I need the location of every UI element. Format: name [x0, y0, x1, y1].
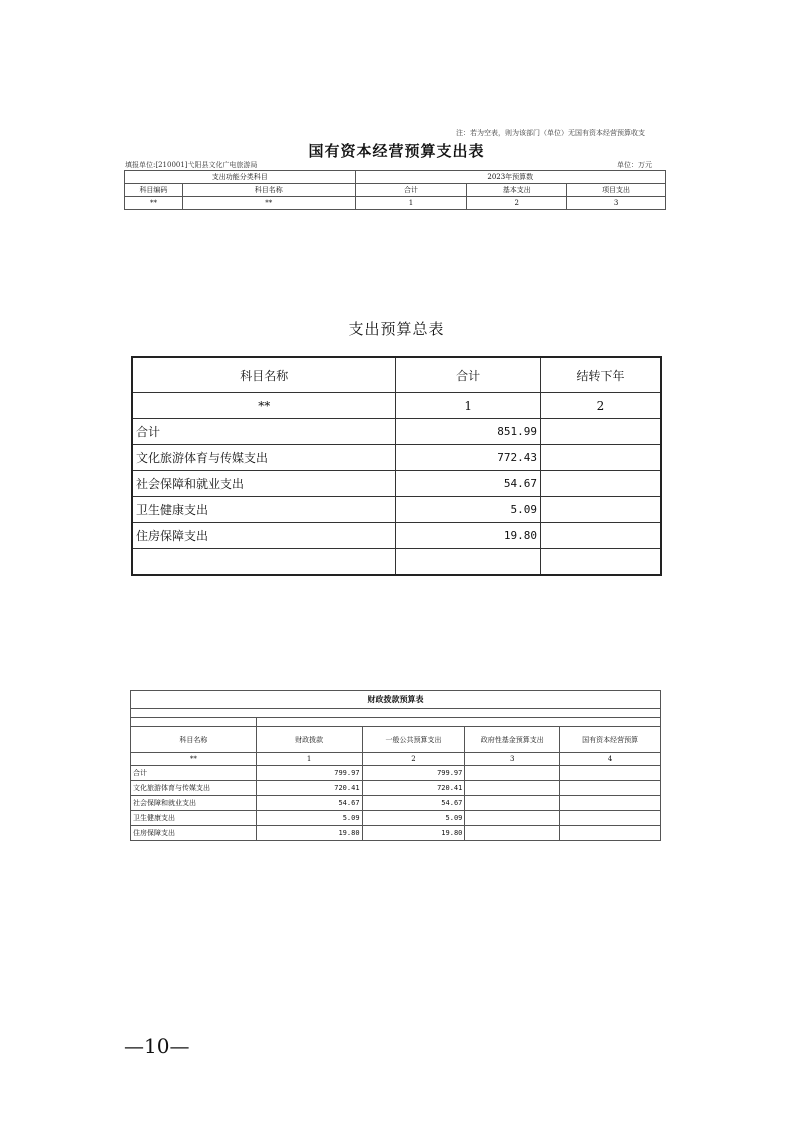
row-total: 54.67	[396, 471, 541, 497]
row-state-capital	[560, 766, 661, 781]
table-row	[131, 811, 661, 826]
row-name: 社会保障和就业支出	[132, 471, 396, 497]
row-carry	[540, 419, 661, 445]
row-name: 卫生健康支出	[131, 811, 257, 826]
table-note: 注：若为空表，则为该部门（单位）无国有资本经营预算收支	[456, 129, 645, 137]
row-gov-fund	[465, 796, 560, 811]
table2-title: 支出预算总表	[348, 320, 445, 338]
expenditure-summary-table	[131, 356, 662, 576]
row-total: 5.09	[396, 497, 541, 523]
group-header-classification: 支出功能分类科目	[125, 171, 356, 184]
row-fiscal: 54.67	[256, 796, 362, 811]
index-cell: 4	[560, 753, 661, 766]
row-state-capital	[560, 826, 661, 841]
table-row	[131, 826, 661, 841]
index-cell: 2	[362, 753, 465, 766]
table3-title: 财政拨款预算表	[131, 691, 661, 709]
page-number: —10—	[124, 1034, 190, 1058]
row-general-budget: 5.09	[362, 811, 465, 826]
row-name	[132, 549, 396, 576]
table-row	[132, 549, 661, 576]
row-carry	[540, 445, 661, 471]
blank-cell	[131, 718, 257, 727]
row-carry	[540, 471, 661, 497]
column-header: 科目名称	[182, 184, 355, 197]
row-name: 合计	[131, 766, 257, 781]
row-total: 772.43	[396, 445, 541, 471]
row-name: 社会保障和就业支出	[131, 796, 257, 811]
column-header: 科目名称	[132, 357, 396, 393]
index-cell: 3	[465, 753, 560, 766]
table-row	[132, 445, 661, 471]
column-header: 合计	[396, 357, 541, 393]
table-row	[131, 781, 661, 796]
row-gov-fund	[465, 781, 560, 796]
row-fiscal: 19.80	[256, 826, 362, 841]
index-cell: 1	[256, 753, 362, 766]
reporting-unit: 填报单位:[210001]弋阳县文化广电旅游局	[125, 161, 258, 169]
group-header-budget-year: 2023年预算数	[355, 171, 665, 184]
row-total	[396, 549, 541, 576]
column-header: 结转下年	[540, 357, 661, 393]
blank-cell	[256, 718, 660, 727]
table-row	[132, 497, 661, 523]
blank-row	[131, 709, 661, 718]
table-row	[132, 471, 661, 497]
column-header: 合计	[355, 184, 467, 197]
column-header: 一般公共预算支出	[362, 727, 465, 753]
row-general-budget: 799.97	[362, 766, 465, 781]
row-total: 851.99	[396, 419, 541, 445]
table1-title: 国有资本经营预算支出表	[308, 142, 485, 160]
row-fiscal: 799.97	[256, 766, 362, 781]
table-row	[132, 419, 661, 445]
row-gov-fund	[465, 766, 560, 781]
table-row	[131, 796, 661, 811]
row-name: 住房保障支出	[132, 523, 396, 549]
row-fiscal: 720.41	[256, 781, 362, 796]
column-header: 科目名称	[131, 727, 257, 753]
row-general-budget: 720.41	[362, 781, 465, 796]
row-name: 卫生健康支出	[132, 497, 396, 523]
row-name: 合计	[132, 419, 396, 445]
row-carry	[540, 549, 661, 576]
row-name: 文化旅游体育与传媒支出	[132, 445, 396, 471]
index-cell: **	[182, 197, 355, 210]
row-carry	[540, 497, 661, 523]
column-header: 项目支出	[567, 184, 666, 197]
column-header: 科目编码	[125, 184, 183, 197]
index-cell: 2	[540, 393, 661, 419]
table-row	[132, 523, 661, 549]
row-name: 住房保障支出	[131, 826, 257, 841]
row-gov-fund	[465, 811, 560, 826]
column-header: 政府性基金预算支出	[465, 727, 560, 753]
row-state-capital	[560, 811, 661, 826]
row-name: 文化旅游体育与传媒支出	[131, 781, 257, 796]
fiscal-appropriation-table	[130, 690, 661, 841]
table-row	[131, 766, 661, 781]
state-capital-expenditure-table	[124, 170, 666, 210]
column-header: 财政拨款	[256, 727, 362, 753]
row-general-budget: 19.80	[362, 826, 465, 841]
column-header: 基本支出	[467, 184, 567, 197]
index-cell: 3	[567, 197, 666, 210]
index-cell: 2	[467, 197, 567, 210]
index-cell: 1	[396, 393, 541, 419]
unit-label: 单位：万元	[617, 161, 652, 169]
row-state-capital	[560, 781, 661, 796]
row-carry	[540, 523, 661, 549]
index-cell: 1	[355, 197, 467, 210]
index-cell: **	[125, 197, 183, 210]
index-cell: **	[131, 753, 257, 766]
row-total: 19.80	[396, 523, 541, 549]
column-header: 国有资本经营预算	[560, 727, 661, 753]
row-fiscal: 5.09	[256, 811, 362, 826]
row-state-capital	[560, 796, 661, 811]
index-cell: **	[132, 393, 396, 419]
row-gov-fund	[465, 826, 560, 841]
row-general-budget: 54.67	[362, 796, 465, 811]
